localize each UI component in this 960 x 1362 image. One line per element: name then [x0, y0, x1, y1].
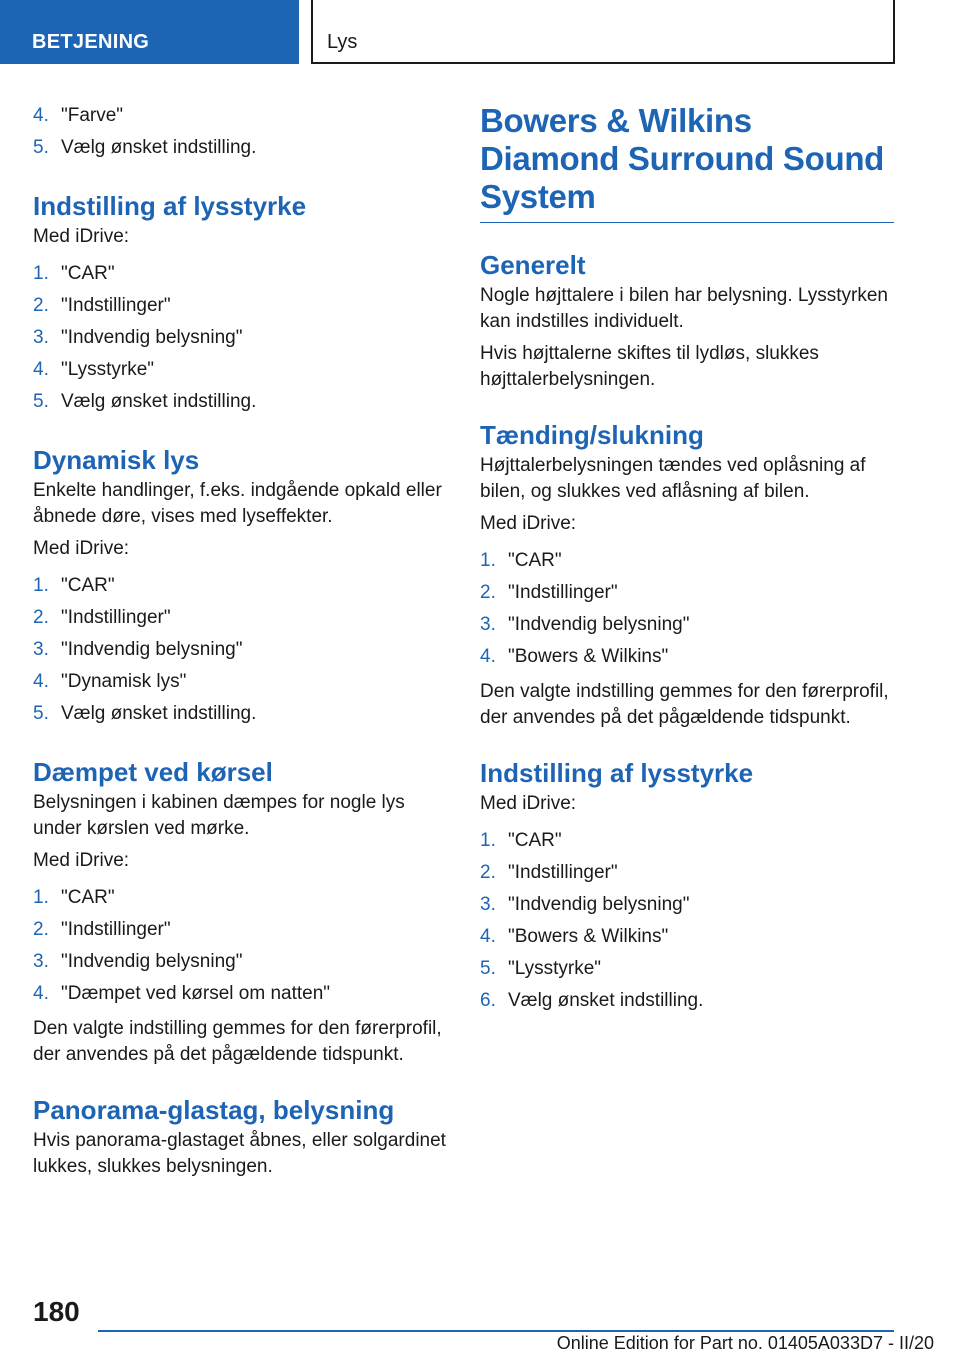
list-item-text: "Indvendig belysning": [61, 951, 243, 972]
list-item-text: "Indvendig belysning": [61, 639, 243, 660]
heading-dimmed: Dæmpet ved kørsel: [33, 757, 273, 787]
list-item: [480, 953, 894, 985]
list-item-number: 3.: [33, 951, 49, 972]
body-dynamic: Enkelte handlinger, f.eks. indgående opkald eller åbnede døre, vises med lyseffekter.: [33, 480, 442, 527]
heading-dynamic: Dynamisk lys: [33, 445, 200, 475]
chapter-title: Lys: [327, 31, 358, 53]
list-item: [33, 698, 447, 730]
list-item-number: 1.: [33, 887, 49, 908]
main-title: Bowers & Wilkins Diamond Surround Sound System: [480, 102, 894, 223]
list-item-text: "Dynamisk lys": [61, 671, 187, 692]
list-item-text: "CAR": [508, 830, 562, 851]
list-item-number: 1.: [33, 575, 49, 596]
list-item: [33, 290, 447, 322]
list-item-number: 2.: [33, 607, 49, 628]
list-item: [480, 889, 894, 921]
list-item-text: Vælg ønsket indstilling.: [61, 391, 257, 412]
right-column: [480, 100, 894, 1023]
list-item: [33, 100, 447, 132]
intro-dimmed: Med iDrive:: [33, 850, 130, 871]
footer-divider: [98, 1330, 894, 1332]
list-item: [480, 577, 894, 609]
heading-onoff: Tænding/slukning: [480, 420, 704, 450]
list-item-text: Vælg ønsket indstilling.: [508, 990, 704, 1011]
list-item: [480, 609, 894, 641]
list-item: [480, 921, 894, 953]
list-item-number: 2.: [480, 582, 496, 603]
list-item-text: "Lysstyrke": [61, 359, 155, 380]
steps-right-brightness: [480, 825, 894, 1017]
list-item: [33, 602, 447, 634]
list-item: [33, 666, 447, 698]
body-general-1: Nogle højttalere i bilen har belysning. Lysstyrken kan indstilles individuelt.: [480, 285, 888, 332]
list-item-number: 5.: [33, 391, 49, 412]
steps-brightness: [33, 258, 447, 418]
list-item-number: 3.: [33, 327, 49, 348]
list-item-text: "Indstillinger": [61, 919, 171, 940]
note-onoff: Den valgte indstilling gemmes for den førerprofil, der anvendes på det pågældende tidspunkt.: [480, 681, 889, 728]
body-panorama: Hvis panorama-glastaget åbnes, eller solgardinet lukkes, slukkes belysningen.: [33, 1130, 446, 1177]
body-dimmed: Belysningen i kabinen dæmpes for nogle lys under kørslen ved mørke.: [33, 792, 405, 839]
edition-text: Online Edition for Part no. 01405A033D7 - II/20: [556, 1333, 934, 1353]
list-item: [33, 132, 447, 164]
list-item-number: 4.: [33, 671, 49, 692]
list-item-text: "CAR": [61, 575, 115, 596]
list-item: [33, 634, 447, 666]
note-dimmed: Den valgte indstilling gemmes for den førerprofil, der anvendes på det pågældende tidspunkt.: [33, 1018, 442, 1065]
list-item: [480, 641, 894, 673]
list-item-text: "Farve": [61, 105, 124, 126]
chapter-tab: [311, 0, 895, 64]
list-item-text: "Lysstyrke": [508, 958, 602, 979]
list-item-text: Vælg ønsket indstilling.: [61, 703, 257, 724]
section-title: BETJENING: [32, 31, 150, 53]
left-column: [33, 100, 447, 1186]
list-item: [33, 978, 447, 1010]
list-item: [480, 857, 894, 889]
list-item-number: 4.: [33, 359, 49, 380]
list-item-number: 1.: [480, 550, 496, 571]
body-general-2: Hvis højttalerne skiftes til lydløs, slukkes højttalerbelysningen.: [480, 343, 819, 390]
heading-panorama: Panorama-glastag, belysning: [33, 1095, 395, 1125]
list-item: [33, 882, 447, 914]
list-item-number: 1.: [480, 830, 496, 851]
heading-brightness: Indstilling af lysstyrke: [33, 191, 307, 221]
steps-dimmed: [33, 882, 447, 1010]
page-number: 180: [33, 1296, 80, 1327]
list-item-number: 2.: [33, 295, 49, 316]
heading-general: Generelt: [480, 250, 586, 280]
list-item-number: 4.: [33, 983, 49, 1004]
list-item-number: 4.: [480, 646, 496, 667]
list-item: [480, 985, 894, 1017]
list-item-number: 5.: [33, 703, 49, 724]
list-item-number: 5.: [480, 958, 496, 979]
list-item-number: 4.: [480, 926, 496, 947]
list-item: [33, 354, 447, 386]
list-item-number: 1.: [33, 263, 49, 284]
list-item-text: "Bowers & Wilkins": [508, 926, 669, 947]
list-item-text: Vælg ønsket indstilling.: [61, 137, 257, 158]
list-item: [33, 914, 447, 946]
list-item-number: 3.: [480, 894, 496, 915]
list-item-number: 3.: [33, 639, 49, 660]
intro-right-brightness: Med iDrive:: [480, 793, 577, 814]
list-item-number: 4.: [33, 105, 49, 126]
list-item-number: 2.: [480, 862, 496, 883]
list-item: [480, 825, 894, 857]
list-item: [33, 386, 447, 418]
list-item-text: "Indvendig belysning": [508, 894, 690, 915]
list-item: [480, 545, 894, 577]
intro-dynamic: Med iDrive:: [33, 538, 130, 559]
list-item-number: 2.: [33, 919, 49, 940]
list-item-text: "CAR": [61, 887, 115, 908]
section-tab: [0, 0, 299, 64]
list-item-text: "Bowers & Wilkins": [508, 646, 669, 667]
list-top: [33, 100, 447, 164]
list-item-text: "Indstillinger": [61, 295, 171, 316]
list-item: [33, 322, 447, 354]
list-item-text: "Indstillinger": [508, 862, 618, 883]
list-item-text: "Dæmpet ved kørsel om natten": [61, 983, 331, 1004]
list-item-text: "CAR": [508, 550, 562, 571]
list-item-text: "CAR": [61, 263, 115, 284]
list-item: [33, 946, 447, 978]
list-item-number: 5.: [33, 137, 49, 158]
list-item-text: "Indstillinger": [508, 582, 618, 603]
body-onoff: Højttalerbelysningen tændes ved oplåsning af bilen, og slukkes ved aflåsning af bilen.: [480, 455, 866, 502]
list-item-text: "Indvendig belysning": [508, 614, 690, 635]
intro-brightness: Med iDrive:: [33, 226, 130, 247]
list-item: [33, 570, 447, 602]
intro-onoff: Med iDrive:: [480, 513, 577, 534]
steps-onoff: [480, 545, 894, 673]
heading-right-brightness: Indstilling af lysstyrke: [480, 758, 754, 788]
list-item-number: 6.: [480, 990, 496, 1011]
list-item: [33, 258, 447, 290]
steps-dynamic: [33, 570, 447, 730]
list-item-text: "Indstillinger": [61, 607, 171, 628]
list-item-text: "Indvendig belysning": [61, 327, 243, 348]
list-item-number: 3.: [480, 614, 496, 635]
